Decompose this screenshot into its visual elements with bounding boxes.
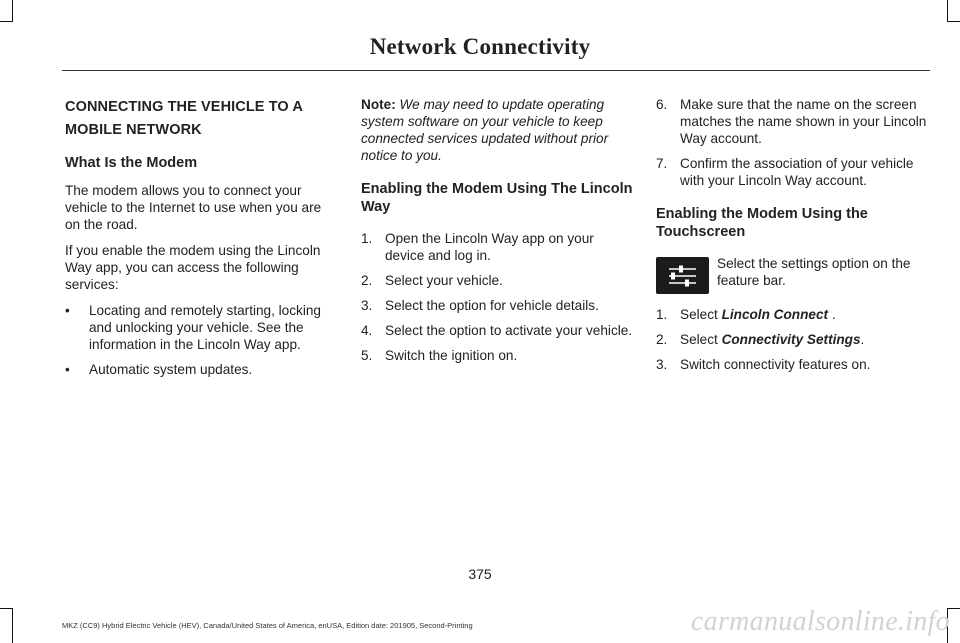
lincoln-way-steps [361, 230, 633, 364]
step-number: 2. [656, 332, 668, 347]
step-text: Select your vehicle. [385, 273, 503, 288]
paragraph-enable-services: If you enable the modem using the Lincoln Way app, you can access the following services: [65, 243, 321, 292]
menu-option-lincoln-connect: Lincoln Connect [721, 307, 829, 322]
list-item-text: Automatic system updates. [89, 362, 253, 377]
step-text: Select [680, 307, 722, 322]
step-item [361, 272, 633, 289]
section-heading [65, 96, 337, 142]
settings-icon-text: Select the settings option on the feature bar. [717, 256, 911, 288]
step-number: 3. [656, 357, 668, 372]
step-number: 4. [361, 323, 373, 338]
step-number: 5. [361, 348, 373, 363]
step-text: Confirm the association of your vehicle with your Lincoln Way account. [680, 156, 914, 188]
subheading-enable-lincoln-way: Enabling the Modem Using The Lincoln Way [361, 181, 633, 215]
list-item [65, 302, 337, 353]
step-number: 6. [656, 97, 668, 112]
step-text: Make sure that the name on the screen matches the name shown in your Lincoln Way account. [680, 97, 927, 146]
step-item [361, 322, 633, 339]
step-item [656, 96, 928, 147]
column-1 [65, 96, 337, 386]
step-item [656, 331, 928, 348]
bullet-icon: • [65, 362, 70, 377]
note-text: We may need to update operating system software on your vehicle to keep connected services updated without prior notice to you. [361, 97, 609, 163]
touchscreen-steps [656, 306, 928, 373]
step-text-suffix: . [828, 307, 836, 322]
menu-option-connectivity-settings: Connectivity Settings [721, 332, 861, 347]
footer-edition-info: MKZ (CC9) Hybrid Electric Vehicle (HEV), Canada/United States of America, enUSA, Edition date: 201905, Second-Printing [62, 621, 473, 630]
step-text: Select the option for vehicle details. [385, 298, 599, 313]
section-heading-line-1: CONNECTING THE VEHICLE TO A [65, 99, 303, 115]
services-list [65, 302, 337, 378]
crop-mark-top-left-horizontal [0, 21, 13, 22]
subheading-enable-touchscreen: Enabling the Modem Using the Touchscreen [656, 206, 868, 240]
paragraph-modem-intro: The modem allows you to connect your vehicle to the Internet to use when you are on the road. [65, 183, 322, 232]
header-rule [62, 70, 930, 71]
step-text-suffix: . [860, 332, 865, 347]
step-text: Switch the ignition on. [385, 348, 518, 363]
list-item-text: Locating and remotely starting, locking and unlocking your vehicle. See the information in the Lincoln Way app. [89, 303, 321, 352]
step-item [361, 297, 633, 314]
step-item [656, 306, 928, 323]
step-item [656, 356, 928, 373]
note-label: Note: [361, 97, 396, 112]
subheading-what-is-modem: What Is the Modem [65, 155, 198, 171]
section-heading-line-2: MOBILE NETWORK [65, 122, 202, 138]
bullet-icon: • [65, 303, 70, 318]
step-text: Select the option to activate your vehicle. [385, 323, 633, 338]
crop-mark-bottom-left-vertical [12, 608, 13, 643]
crop-mark-bottom-left-horizontal [0, 608, 13, 609]
step-text: Select [680, 332, 722, 347]
step-item [656, 155, 928, 189]
step-number: 3. [361, 298, 373, 313]
list-item [65, 361, 337, 378]
step-number: 2. [361, 273, 373, 288]
settings-sliders-icon [656, 257, 709, 294]
step-text: Open the Lincoln Way app on your device and log in. [385, 231, 594, 263]
step-number: 7. [656, 156, 668, 171]
page-number: 375 [468, 566, 492, 582]
lincoln-way-steps-continued [656, 96, 928, 189]
step-item [361, 347, 633, 364]
watermark: carmanualsonline.info [690, 606, 950, 637]
crop-mark-top-left-vertical [12, 0, 13, 22]
column-2 [361, 96, 633, 372]
note-paragraph [361, 96, 633, 164]
settings-icon-row [656, 255, 928, 294]
step-number: 1. [361, 231, 373, 246]
step-text: Switch connectivity features on. [680, 357, 871, 372]
step-number: 1. [656, 307, 668, 322]
crop-mark-top-right-vertical [947, 0, 948, 22]
column-3 [656, 96, 928, 381]
page-header-title: Network Connectivity [369, 34, 591, 59]
crop-mark-top-right-horizontal [947, 21, 960, 22]
step-item [361, 230, 633, 264]
